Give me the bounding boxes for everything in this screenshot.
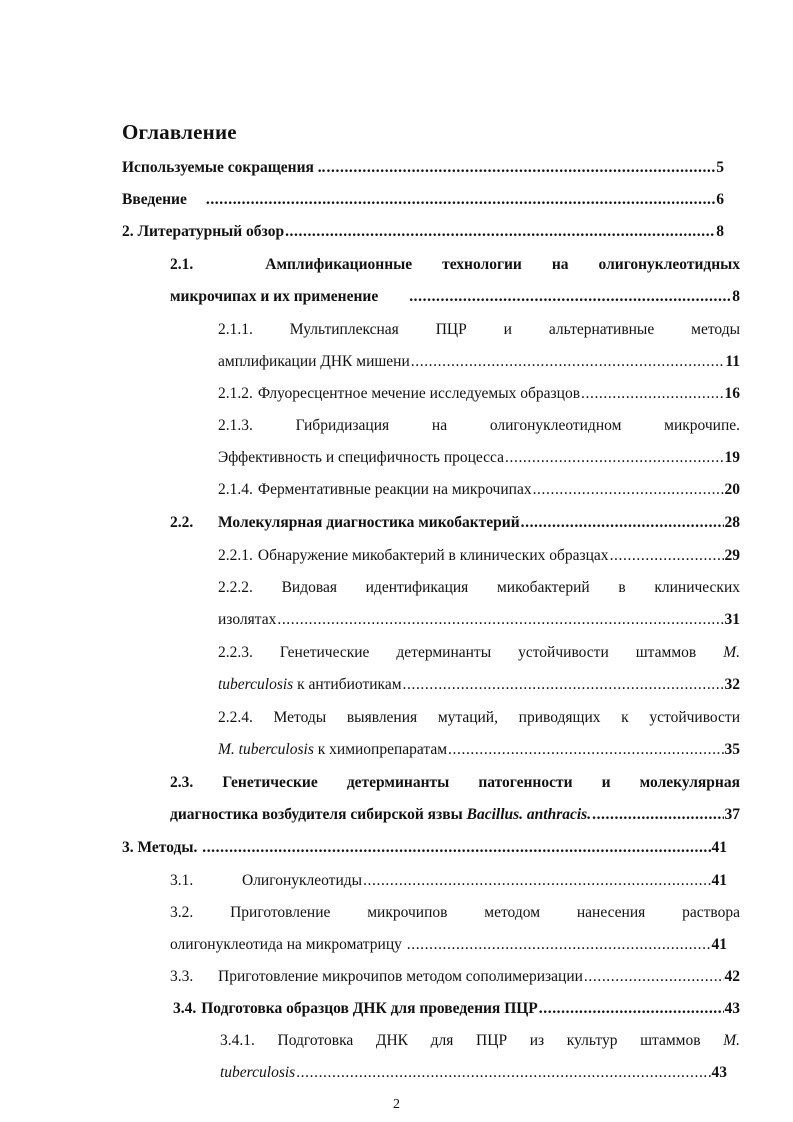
toc-page-number: 41: [711, 839, 727, 856]
toc-entry-title: Приготовление микрочипов методом сополимеризации: [218, 968, 583, 985]
toc-entry-3-1[interactable]: [170, 871, 727, 891]
toc-entry-number: 3.4.1.: [220, 1032, 255, 1049]
dot-leader: [448, 740, 723, 760]
toc-entry-number: 2.2.: [170, 514, 194, 531]
toc-entry-3-3[interactable]: [170, 967, 740, 987]
toc-page-number: 43: [711, 1064, 727, 1081]
toc-entry-title-italic: Bacillus. anthracis.: [466, 806, 592, 823]
dot-leader: [610, 546, 724, 566]
toc-entry-title: Мультиплексная ПЦР и альтернативные методы: [289, 321, 741, 338]
dot-leader: [411, 352, 725, 372]
toc-page-number: 8: [716, 223, 724, 240]
toc-entry-2-2-3-line2[interactable]: [218, 675, 740, 695]
toc-entry-2-2-4-line2[interactable]: [218, 740, 740, 760]
toc-heading: Оглавление: [122, 120, 237, 144]
dot-leader: [581, 384, 723, 404]
toc-page-number: 41: [711, 872, 727, 889]
toc-entry-2-2-2-line2[interactable]: [218, 610, 740, 630]
toc-entry-2-2[interactable]: [170, 513, 740, 533]
toc-page-number: 32: [724, 676, 740, 693]
toc-entry-2-1-line1[interactable]: [170, 255, 740, 275]
toc-entry-2-2-1[interactable]: [218, 546, 740, 566]
toc-page-number: 5: [716, 159, 724, 176]
toc-entry-title: 3. Методы.: [122, 839, 202, 856]
toc-page-number: 19: [724, 449, 740, 466]
dot-leader: [521, 513, 724, 533]
toc-entry-methods[interactable]: [122, 838, 727, 858]
dot-leader: [533, 480, 724, 500]
dot-leader: [363, 871, 710, 891]
toc-entry-number: 2.1.2.: [218, 385, 253, 402]
dot-leader: [584, 967, 724, 987]
toc-entry-title-italic: tuberculosis: [220, 1064, 296, 1081]
toc-entry-title: к химиопрепаратам: [313, 741, 448, 758]
dot-leader: [206, 190, 715, 210]
toc-entry-title: Видовая идентификация микобактерий в клинических: [281, 579, 741, 596]
toc-entry-2-1-2[interactable]: [218, 384, 740, 404]
toc-entry-title: Генетические детерминанты патогенности и молекулярная: [222, 774, 740, 791]
toc-entry-2-1-3-line2[interactable]: [218, 448, 740, 468]
toc-page-number: 28: [724, 514, 740, 531]
toc-entry-2-1-4[interactable]: [218, 480, 740, 500]
dot-leader: [296, 1063, 710, 1083]
toc-entry-number: 2.1.: [170, 256, 194, 273]
toc-entry-title: амплификации ДНК мишени: [218, 353, 410, 370]
toc-entry-title-italic: M. tuberculosis: [218, 741, 314, 758]
toc-entry-title: Олигонуклеотиды: [242, 872, 363, 889]
toc-entry-2-1-3-line1[interactable]: [218, 416, 740, 436]
toc-entry-2-1-1-line2[interactable]: [218, 352, 740, 372]
toc-entry-2-1-line2[interactable]: [170, 287, 740, 307]
toc-entry-number: 3.4.: [173, 1000, 197, 1017]
toc-entry-title: Амплификационные технологии на олигонуклеотидных: [265, 256, 741, 273]
page-number: 2: [393, 1097, 400, 1112]
toc-entry-3-2-line1[interactable]: [170, 903, 740, 923]
toc-entry-title: микрочипах и их применение: [170, 288, 379, 305]
toc-entry-title: Подготовка ДНК для ПЦР из культур штаммов: [277, 1032, 701, 1049]
toc-entry-2-2-4-line1[interactable]: [218, 708, 740, 728]
toc-page-number: 20: [724, 481, 740, 498]
toc-entry-title: Введение: [122, 191, 187, 208]
toc-entry-title: Используемые сокращения ..: [122, 159, 326, 176]
toc-entry-title: Методы выявления мутаций, приводящих к устойчивости: [273, 709, 740, 726]
toc-entry-title: олигонуклеотида на микроматрицу: [170, 936, 406, 953]
toc-entry-number: 2.3.: [170, 774, 194, 791]
toc-entry-number: 2.1.1.: [218, 321, 253, 338]
dot-leader: [202, 838, 710, 858]
dot-leader: [409, 287, 731, 307]
dot-leader: [285, 222, 715, 242]
toc-page-number: 43: [724, 1000, 740, 1017]
toc-entry-title: Флуоресцентное мечение исследуемых образцов: [257, 385, 581, 402]
toc-entry-title: Приготовление микрочипов методом нанесения раствора: [230, 904, 740, 921]
toc-entry-3-2-line2[interactable]: [170, 935, 727, 955]
toc-page-number: 16: [724, 385, 740, 402]
toc-entry-2-3-line2[interactable]: [170, 805, 740, 825]
toc-entry-title-italic: M.: [723, 1032, 741, 1049]
toc-entry-introduction[interactable]: [122, 190, 724, 210]
toc-entry-number: 3.1.: [170, 872, 194, 889]
toc-entry-title: 2. Литературный обзор: [122, 223, 285, 240]
dot-leader: [592, 805, 723, 825]
dot-leader: [407, 935, 711, 955]
toc-entry-literature-review[interactable]: [122, 222, 724, 242]
dot-leader: [277, 610, 723, 630]
toc-page-number: 8: [732, 288, 740, 305]
toc-entry-number: 2.2.1.: [218, 547, 253, 564]
toc-entry-2-3-line1[interactable]: [170, 773, 740, 793]
toc-page-number: 42: [724, 968, 740, 985]
toc-entry-2-2-3-line1[interactable]: [218, 643, 740, 663]
toc-entry-title: диагностика возбудителя сибирской язвы: [170, 806, 467, 823]
toc-entry-2-2-2-line1[interactable]: [218, 578, 740, 598]
toc-page-number: 37: [724, 806, 740, 823]
toc-entry-title: Молекулярная диагностика микобактерий: [218, 514, 520, 531]
toc-entry-title-italic: M.: [723, 644, 741, 661]
toc-entry-number: 2.2.4.: [218, 709, 253, 726]
toc-entry-title: Гибридизация на олигонуклеотидном микрочипе.: [295, 417, 741, 434]
dot-leader: [539, 999, 724, 1019]
toc-entry-title: Ферментативные реакции на микрочипах: [257, 481, 532, 498]
dot-leader: [505, 448, 723, 468]
toc-entry-2-1-1-line1[interactable]: [218, 320, 740, 340]
toc-page-number: 11: [725, 353, 740, 370]
toc-entry-title-italic: tuberculosis: [218, 676, 294, 693]
toc-entry-title: к антибиотикам: [293, 676, 402, 693]
toc-entry-title: Эффективность и специфичность процесса: [218, 449, 505, 466]
toc-entry-title: изолятах: [218, 611, 277, 628]
toc-page-number: 6: [716, 191, 724, 208]
toc-page-number: 29: [724, 547, 740, 564]
toc-entry-number: 2.2.3.: [218, 644, 253, 661]
toc-page-number: 41: [711, 936, 727, 953]
toc-entry-3-4-1-line1[interactable]: [220, 1031, 740, 1051]
toc-entry-title: Генетические детерминанты устойчивости штаммов: [279, 644, 697, 661]
toc-entry-number: 3.2.: [170, 904, 194, 921]
toc-entry-number: 2.1.4.: [218, 481, 253, 498]
toc-entry-number: 3.3.: [170, 968, 194, 985]
dot-leader: [327, 158, 716, 178]
toc-entry-3-4[interactable]: [173, 999, 740, 1019]
dot-leader: [403, 675, 724, 695]
toc-entry-number: 2.1.3.: [218, 417, 253, 434]
toc-entry-number: 2.2.2.: [218, 579, 253, 596]
toc-entry-title: Обнаружение микобактерий в клинических образцах: [257, 547, 609, 564]
toc-page-number: 31: [724, 611, 740, 628]
toc-entry-3-4-1-line2[interactable]: [220, 1063, 727, 1083]
toc-page-number: 35: [724, 741, 740, 758]
toc-entry-abbreviations[interactable]: [122, 158, 724, 178]
toc-entry-title: Подготовка образцов ДНК для проведения ПЦР: [201, 1000, 538, 1017]
